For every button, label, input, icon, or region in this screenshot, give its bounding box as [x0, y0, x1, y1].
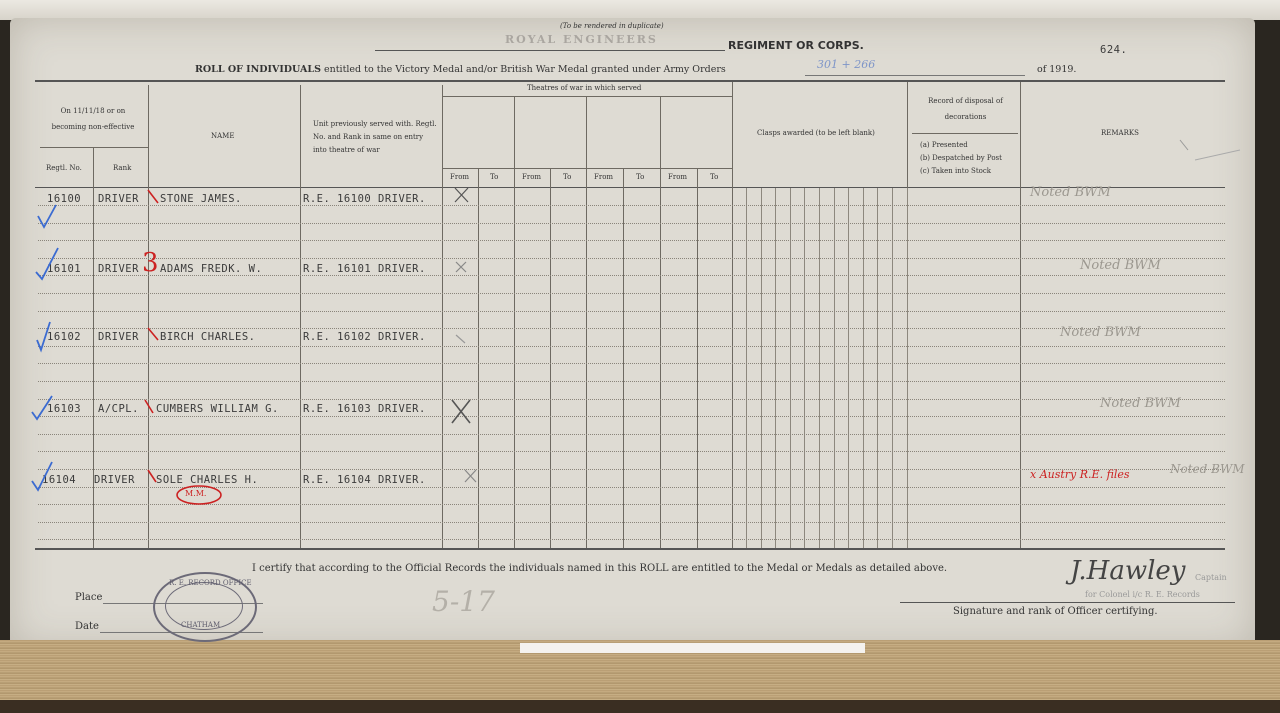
- rank: DRIVER: [98, 193, 139, 205]
- soldier-name: STONE JAMES.: [160, 193, 242, 205]
- regtl-no: 16102: [47, 331, 82, 343]
- record-office-stamp: [153, 572, 257, 642]
- unit: R.E. 16103 DRIVER.: [303, 403, 426, 415]
- officer-rank-2: for Colonel i/c R. E. Records: [1085, 590, 1200, 599]
- to-header-1: To: [490, 173, 499, 181]
- to-header-2: To: [563, 173, 572, 181]
- pencil-x-marks: [452, 188, 476, 482]
- pencil-remark: Noted BWM: [1060, 325, 1141, 340]
- pencil-number: 5-17: [432, 585, 495, 618]
- regtl-no: 16103: [47, 403, 82, 415]
- regiment-name: ROYAL ENGINEERS: [505, 33, 658, 46]
- red-remark: x Austry R.E. files: [1030, 468, 1130, 481]
- blue-tick-icon: [38, 205, 56, 227]
- regtl-no: 16101: [47, 263, 82, 275]
- red-mm-note: M.M.: [185, 489, 207, 498]
- disposal-c: (c) Taken into Stock: [920, 167, 992, 175]
- x-mark-icon: [455, 188, 468, 202]
- from-header-1: From: [450, 173, 470, 181]
- blue-tick-icon: [37, 322, 50, 350]
- red-stroke-icon: [148, 190, 158, 203]
- from-header-2: From: [522, 173, 542, 181]
- pencil-scribble-icon: [1195, 150, 1240, 160]
- x-mark-icon: [456, 335, 465, 343]
- pencil-remark: Noted BWM: [1080, 258, 1161, 273]
- officer-rank: Captain: [1195, 573, 1227, 582]
- soldier-name: CUMBERS WILLIAM G.: [156, 403, 279, 415]
- rank-header: Rank: [113, 164, 132, 172]
- regiment-label: REGIMENT OR CORPS.: [728, 39, 864, 52]
- x-mark-icon: [456, 262, 466, 272]
- unit-header: Unit previously served with. Regtl. No. and Rank in same on entry into theatre of war: [313, 120, 437, 154]
- soldier-name: BIRCH CHARLES.: [160, 331, 256, 343]
- roll-prefix: ROLL OF INDIVIDUALS: [195, 64, 321, 75]
- to-header-3: To: [636, 173, 645, 181]
- army-orders: 301 + 266: [817, 58, 876, 71]
- blue-tick-icon: [32, 462, 52, 490]
- roll-text: entitled to the Victory Medal and/or British War Medal granted under Army Orders: [323, 64, 726, 75]
- regtl-no: 16104: [42, 474, 77, 486]
- regtl-no: 16100: [47, 193, 82, 205]
- date-label: Date: [75, 621, 99, 632]
- from-header-3: From: [594, 173, 614, 181]
- red-stroke-icon: [148, 470, 156, 482]
- theatres-header: Theatres of war in which served: [527, 84, 642, 92]
- blue-tick-icon: [32, 396, 52, 419]
- rank: DRIVER: [98, 331, 139, 343]
- unit: R.E. 16104 DRIVER.: [303, 474, 426, 486]
- disposal-header: Record of disposal of decorations: [928, 97, 1003, 121]
- stamp-top-text: R. E. RECORD OFFICE: [169, 579, 252, 587]
- from-header-4: From: [668, 173, 688, 181]
- red-mark-3: 3: [142, 248, 159, 278]
- red-stroke-icon: [148, 328, 158, 340]
- rank: DRIVER: [98, 263, 139, 275]
- blue-tick-icon: [36, 248, 58, 279]
- rank: A/CPL.: [98, 403, 139, 415]
- disposal-a: (a) Presented: [920, 141, 968, 149]
- certification-text: I certify that according to the Official Records the individuals named in this ROLL are entitled to the Medal or Medals as detailed above.: [252, 563, 948, 574]
- red-marks: [145, 190, 221, 504]
- clasps-header: Clasps awarded (to be left blank): [757, 129, 875, 137]
- soldier-name: ADAMS FREDK. W.: [160, 263, 263, 275]
- soldier-name: SOLE CHARLES H.: [156, 474, 259, 486]
- duplicate-note: (To be rendered in duplicate): [560, 22, 664, 30]
- unit: R.E. 16101 DRIVER.: [303, 263, 426, 275]
- x-mark-icon: [452, 400, 470, 423]
- blue-tick-marks: [32, 205, 58, 490]
- disposal-b: (b) Despatched by Post: [920, 154, 1002, 162]
- effective-header: On 11/11/18 or on becoming non-effective: [51, 107, 135, 131]
- page-number: 624.: [1100, 44, 1128, 56]
- signature: J.Hawley: [1070, 556, 1186, 586]
- stamp-bottom-text: CHATHAM: [181, 621, 221, 629]
- pencil-remark: Noted BWM: [1100, 396, 1181, 411]
- dot-mark-icon: [1180, 140, 1188, 150]
- signature-label: Signature and rank of Officer certifying.: [953, 606, 1158, 617]
- pencil-remark: Noted BWM: [1030, 185, 1111, 200]
- unit: R.E. 16102 DRIVER.: [303, 331, 426, 343]
- place-label: Place: [75, 592, 103, 603]
- unit: R.E. 16100 DRIVER.: [303, 193, 426, 205]
- red-stroke-icon: [145, 400, 153, 413]
- pencil-remark: Noted BWM: [1170, 462, 1245, 476]
- name-header: NAME: [211, 132, 235, 140]
- regtl-no-header: Regtl. No.: [46, 164, 82, 172]
- rank: DRIVER: [94, 474, 135, 486]
- roll-year: of 1919.: [1037, 64, 1077, 75]
- to-header-4: To: [710, 173, 719, 181]
- x-mark-icon: [465, 470, 476, 482]
- remarks-header: REMARKS: [1101, 129, 1139, 137]
